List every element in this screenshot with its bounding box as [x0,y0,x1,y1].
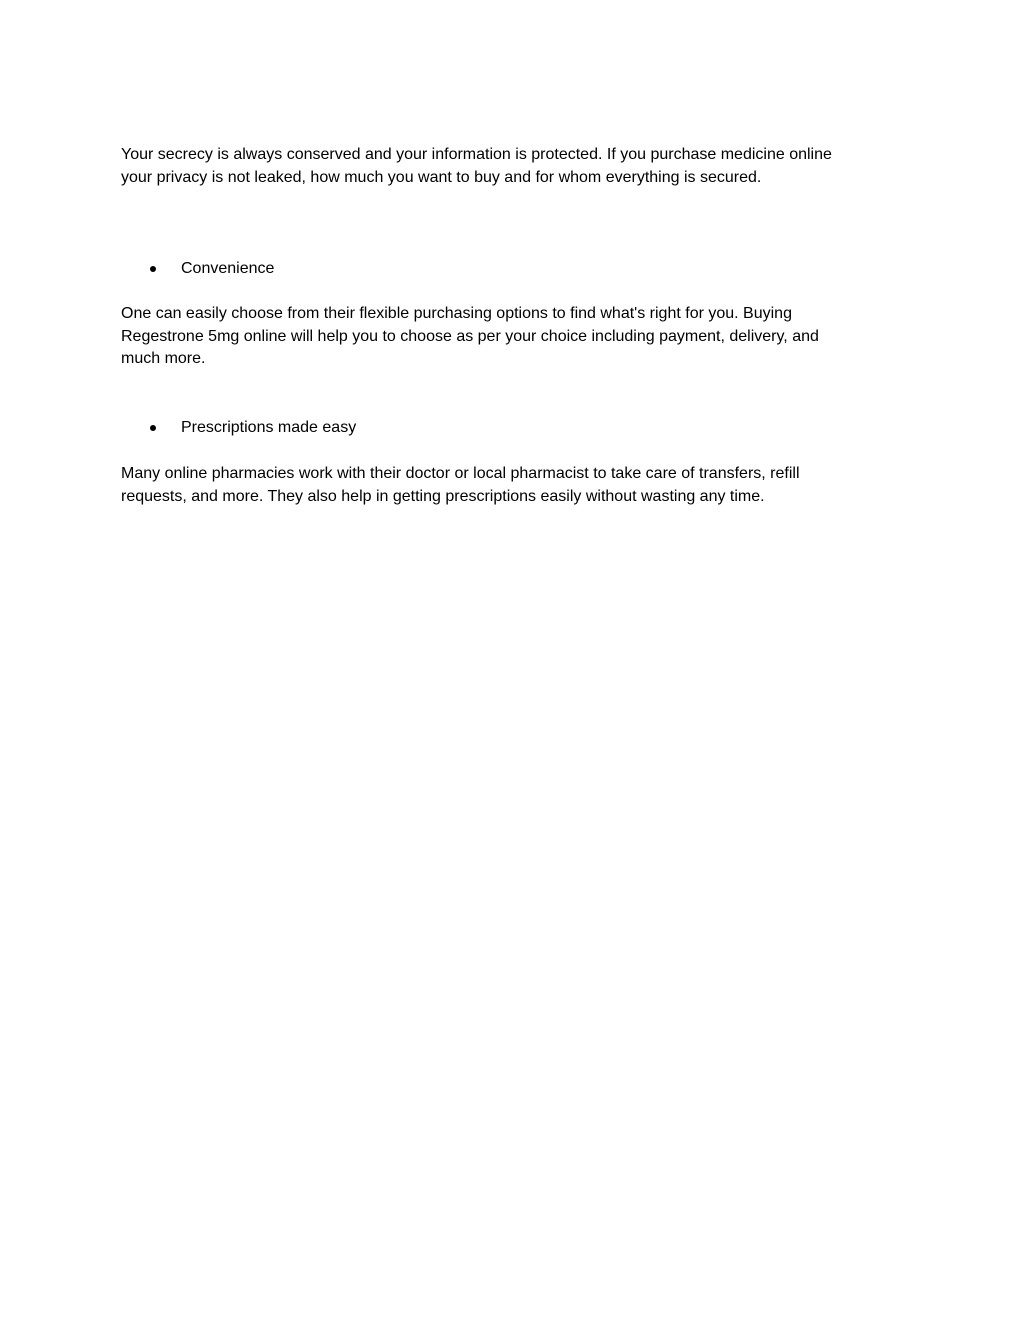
bullet-icon [150,425,156,431]
privacy-paragraph: Your secrecy is always conserved and your information is protected. If you purchase medicine online your privacy is not leaked, how much you want to buy and for whom everything is secured. [121,146,832,186]
convenience-paragraph: One can easily choose from their flexible purchasing options to find what's right for you. Buying Regestrone 5mg online will help you to choose as per your choice including payment, delivery, and much more. [121,305,819,367]
bullet-item-convenience [150,258,274,280]
bullet-label: Prescriptions made easy [181,419,357,436]
prescriptions-paragraph: Many online pharmacies work with their doctor or local pharmacist to take care of transfers, refill requests, and more. They also help in getting prescriptions easily without wasting any time. [121,465,800,505]
bullet-icon [150,266,156,272]
bullet-label: Convenience [181,260,275,277]
bullet-item-prescriptions [150,417,356,439]
